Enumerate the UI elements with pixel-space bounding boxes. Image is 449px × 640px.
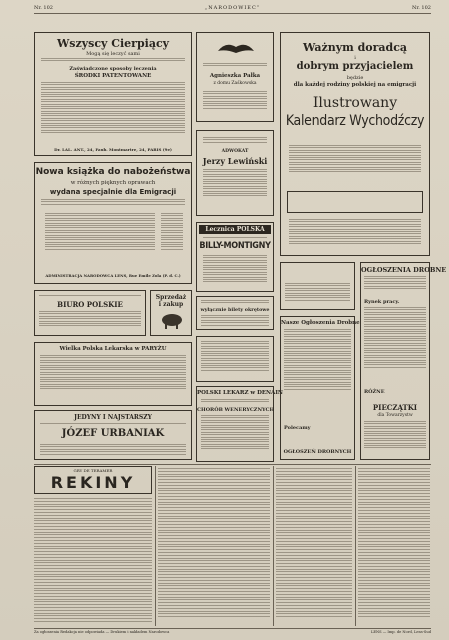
ad-doradca-mid: będzie bbox=[346, 75, 364, 81]
rekiny-title: REKINY bbox=[50, 473, 136, 492]
page-number-right: Nr. 102 bbox=[412, 5, 431, 11]
ad-palka bbox=[196, 32, 274, 122]
ogloszenia-pieczatki: PIECZĄTKI bbox=[372, 403, 418, 412]
ad-nowa-ksiazka bbox=[34, 162, 192, 284]
ad-lewinski-name: Jerzy Lewiński bbox=[202, 156, 268, 166]
footer-right: LENS — Imp. de Nord, Lens-Sud bbox=[370, 630, 431, 634]
ad-wszyscy-cierpiacy bbox=[34, 32, 192, 156]
ad-lekarz-sub: CHORÓB WENERYCZNYCH bbox=[197, 407, 275, 413]
ad-doradca-l3: dla każdej rodziny polskiej na emigracji bbox=[293, 82, 417, 88]
page-number-left: Nr. 102 bbox=[34, 5, 53, 11]
ad-nasze-ogloszen: OGŁOSZEŃ DROBNYCH bbox=[283, 449, 352, 455]
ad-nasze-title: Nasze Ogłoszenia Drobne bbox=[281, 320, 360, 326]
ad-sprzedaz-l1: Sprzedaż bbox=[155, 294, 187, 301]
ad-cierpiacy-remedy: ŚRODKI PATENTOWANE bbox=[74, 73, 152, 79]
ad-lecznica bbox=[196, 222, 274, 292]
rekiny-label: GRY DE TERAMER bbox=[73, 468, 113, 473]
ad-nasze-polecamy: Polecamy bbox=[284, 425, 311, 431]
ad-jedyny-l1: JEDYNY I NAJSTARSZY bbox=[74, 414, 152, 421]
page-header bbox=[34, 4, 431, 14]
ad-lecznica-title: Lecznica POLSKA bbox=[199, 225, 271, 234]
ad-sprzedaz-l2: i zakup bbox=[158, 301, 184, 308]
ogloszenia-pieczatki-sub: dla Towarzystw bbox=[377, 413, 413, 418]
ad-fabryka bbox=[196, 336, 274, 382]
ad-sprzedaz bbox=[150, 290, 192, 336]
ogloszenia-drobne bbox=[360, 262, 447, 460]
paper-name: „NARODOWIEC” bbox=[204, 5, 261, 11]
ad-mniszek bbox=[280, 262, 355, 310]
ad-cierpiacy-footer: Dr. LAL. ANT., 24, Faub. Montmartre, 24, PARIS (9e) bbox=[54, 147, 172, 152]
footer-left: Za ogłoszenia Redakcja nie odpowiada — Drukiem i nakładem Narodowca bbox=[34, 630, 170, 634]
ad-cierpiacy-title: Wszyscy Cierpiący bbox=[56, 37, 170, 50]
ad-bilety bbox=[196, 296, 274, 330]
ogloszenia-title: OGŁOSZENIA DROBNE bbox=[361, 266, 447, 274]
rekiny-title-box bbox=[34, 466, 152, 494]
ad-bilety-l1: wyłącznie bilety okrętowe bbox=[200, 307, 270, 313]
ad-lewinski-sub: ADWOKAT bbox=[221, 149, 249, 154]
ad-urbaniak bbox=[34, 410, 192, 460]
pig-emblem-icon bbox=[159, 311, 185, 329]
ad-ksiazka-footer: ADMINISTRACJA NARODOWCA LENS, Rue Emile Zola (P. d. C.) bbox=[45, 273, 181, 278]
ad-cierpiacy-heading: Zaświadczone sposoby leczenia bbox=[69, 66, 157, 72]
ad-nasze-ogloszenia bbox=[280, 316, 360, 460]
ad-doradca-l5: Kalendarz Wychodźczy bbox=[285, 113, 425, 129]
ad-ksiazka-l1: w różnych pięknych oprawach bbox=[70, 180, 156, 186]
ad-doradca-gap: i bbox=[354, 55, 356, 61]
ad-doradca-l1: Ważnym doradcą bbox=[302, 41, 408, 54]
ad-palka-sub: z domu Zaśkowska bbox=[213, 81, 257, 86]
ad-lewinski bbox=[196, 130, 274, 216]
ad-biuro-name: BIURO POLSKIE bbox=[57, 300, 123, 309]
ad-wielka-name: Wielka Polska Lekarska w PARYŻU bbox=[59, 346, 167, 352]
ad-lekarz-title: POLSKI LEKARZ w DENAIN bbox=[197, 390, 283, 396]
ad-cierpiacy-sub: Mogą się leczyć sami bbox=[86, 51, 140, 57]
ad-doradca-l4: Ilustrowany bbox=[312, 95, 398, 111]
ad-wazny-doradca bbox=[280, 32, 430, 256]
ogloszenia-rozne: RÓŻNE bbox=[364, 389, 385, 395]
ad-lekarz-denain bbox=[196, 386, 283, 462]
ad-jedyny-name: JÓZEF URBANIAK bbox=[61, 428, 165, 439]
ogloszenia-rynek: Rynek pracy. bbox=[364, 299, 400, 305]
ad-biuro bbox=[34, 290, 146, 336]
ad-ksiazka-l2: wydana specjalnie dla Emigracji bbox=[49, 188, 177, 196]
ad-ksiazka-title: Nowa książka do nabożeństwa bbox=[35, 167, 191, 177]
ad-lecznica-name: BILLY-MONTIGNY bbox=[199, 241, 271, 251]
ad-palka-name: Agnieszka Pałka bbox=[209, 73, 261, 79]
ad-wielka bbox=[34, 342, 192, 406]
bird-emblem-icon bbox=[216, 39, 256, 59]
ad-doradca-l2: dobrym przyjacielem bbox=[296, 61, 414, 72]
